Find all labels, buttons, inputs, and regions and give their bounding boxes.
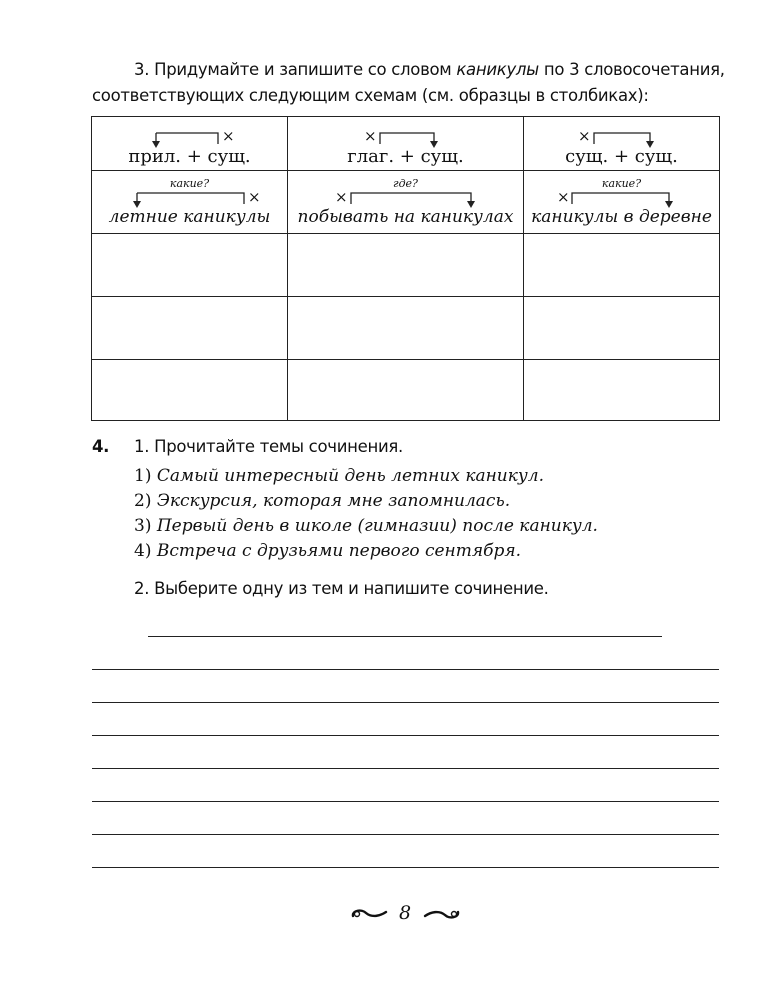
cross-mark: ×	[222, 127, 235, 145]
cross-mark: ×	[557, 188, 570, 206]
intro-keyword: каникулы	[456, 60, 539, 79]
scheme-label: глаг. + сущ.	[347, 146, 464, 167]
topic-number: 2)	[134, 491, 152, 511]
scheme-label: прил. + сущ.	[128, 146, 251, 167]
task4-part1: 1. Прочитайте темы сочинения.	[134, 437, 403, 456]
intro-text: 3. Придумайте и запишите со словом	[134, 60, 457, 79]
example-phrase: побывать на каникулах	[297, 207, 514, 227]
question-label: какие?	[601, 177, 642, 190]
topic-number: 4)	[134, 541, 152, 561]
question-label: где?	[393, 177, 418, 190]
cross-mark: ×	[335, 188, 348, 206]
page-number: 8	[399, 902, 412, 924]
topic-text: Встреча с друзьями первого сентября.	[156, 541, 522, 561]
cross-mark: ×	[578, 127, 591, 145]
task4-number: 4.	[92, 437, 110, 456]
example-phrase: каникулы в деревне	[531, 207, 712, 227]
scheme-label: сущ. + сущ.	[565, 146, 678, 167]
cross-mark: ×	[248, 188, 261, 206]
topic-text: Самый интересный день летних каникул.	[156, 466, 544, 486]
question-label: какие?	[169, 177, 210, 190]
topic-number: 3)	[134, 516, 152, 536]
topic-number: 1)	[134, 466, 152, 486]
topic-text: Первый день в школе (гимназии) после каникул.	[156, 516, 598, 536]
topic-text: Экскурсия, которая мне запомнилась.	[156, 491, 511, 511]
example-phrase: летние каникулы	[108, 207, 271, 227]
task4-part2: 2. Выберите одну из тем и напишите сочинение.	[134, 579, 549, 598]
task3-intro-line2: соответствующих следующим схемам (см. образцы в столбиках):	[92, 86, 649, 105]
cross-mark: ×	[364, 127, 377, 145]
intro-text: по 3 словосочетания,	[538, 60, 725, 79]
